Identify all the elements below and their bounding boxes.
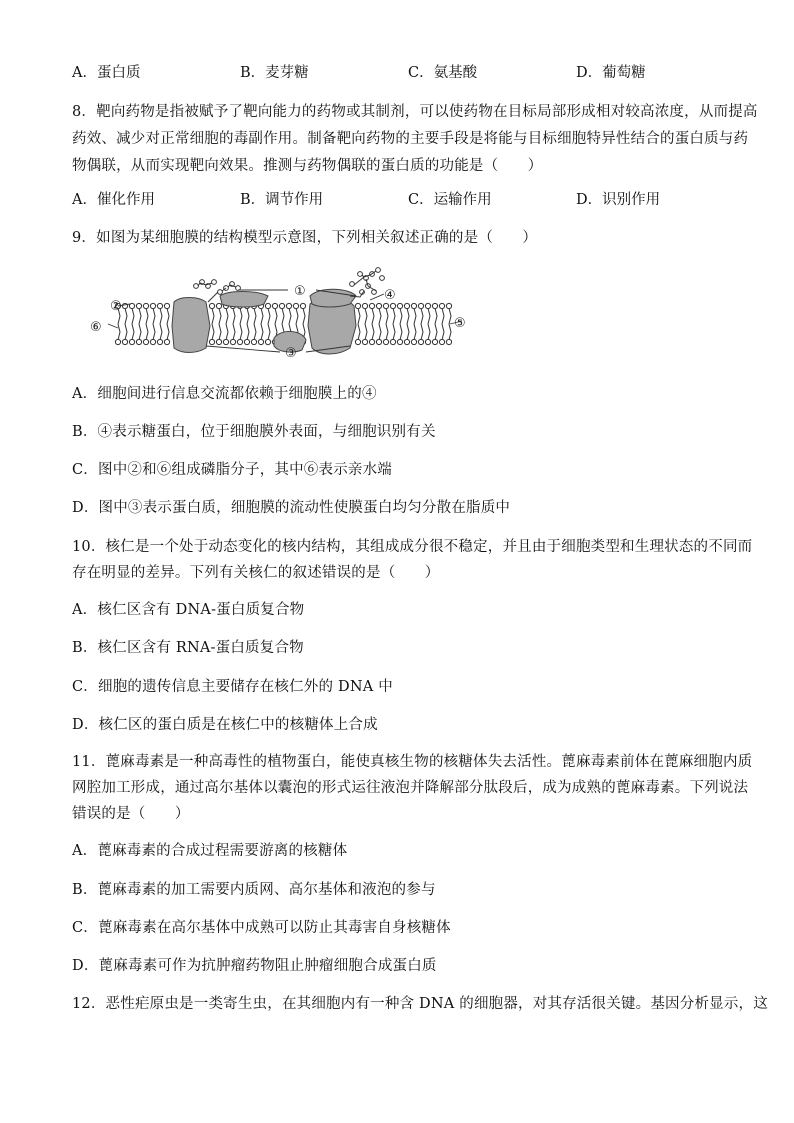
q8-option-d[interactable]: D．识别作用 xyxy=(576,192,661,208)
q8-option-b[interactable]: B．调节作用 xyxy=(240,192,324,208)
q7-option-a[interactable]: A．蛋白质 xyxy=(72,65,141,81)
q11-option-c[interactable]: C．蓖麻毒素在高尔基体中成熟可以防止其毒害自身核糖体 xyxy=(72,920,451,936)
q8-option-c[interactable]: C．运输作用 xyxy=(408,192,492,208)
figure-label-3: ③ xyxy=(285,346,297,360)
q7-options xyxy=(72,63,732,83)
figure-label-6: ⑥ xyxy=(90,320,102,335)
q10-option-d[interactable]: D．核仁区的蛋白质是在核仁中的核糖体上合成 xyxy=(72,717,378,733)
q11-option-b[interactable]: B．蓖麻毒素的加工需要内质网、高尔基体和液泡的参与 xyxy=(72,882,436,898)
q9-option-a[interactable]: A．细胞间进行信息交流都依赖于细胞膜上的④ xyxy=(72,386,377,402)
q10-option-b[interactable]: B．核仁区含有 RNA-蛋白质复合物 xyxy=(72,640,304,656)
q8-options xyxy=(72,190,732,210)
q9-stem: 9．如图为某细胞膜的结构模型示意图，下列相关叙述正确的是（ ） xyxy=(72,230,538,246)
q11-option-a[interactable]: A．蓖麻毒素的合成过程需要游离的核糖体 xyxy=(72,843,348,859)
q8-stem-line-1: 8．靶向药物是指被赋予了靶向能力的药物或其制剂，可以使药物在目标局部形成相对较高浓度，从而提高 xyxy=(72,104,758,120)
q10-option-a[interactable]: A．核仁区含有 DNA-蛋白质复合物 xyxy=(72,602,305,618)
q12-stem-line-1: 12．恶性疟原虫是一类寄生虫，在其细胞内有一种含 DNA 的细胞器，对其存活很关键。基因分析显示，这 xyxy=(72,996,768,1012)
figure-label-2: ② xyxy=(110,299,122,314)
q9-option-d[interactable]: D．图中③表示蛋白质，细胞膜的流动性使膜蛋白均匀分散在脂质中 xyxy=(72,500,511,516)
q11-stem-line-2: 网腔加工形成，通过高尔基体以囊泡的形式运往液泡并降解部分肽段后，成为成熟的蓖麻毒素。下列说法 xyxy=(72,780,749,796)
q11-stem-line-1: 11．蓖麻毒素是一种高毒性的植物蛋白，能使真核生物的核糖体失去活性。蓖麻毒素前体在蓖麻细胞内质 xyxy=(72,754,753,770)
figure-label-4: ④ xyxy=(384,288,396,303)
q7-option-d[interactable]: D．葡萄糖 xyxy=(576,65,646,81)
cell-membrane-diagram xyxy=(88,266,478,360)
q8-stem-line-2: 药效、减少对正常细胞的毒副作用。制备靶向药物的主要手段是将能与目标细胞特异性结合的蛋白质与药 xyxy=(72,131,749,147)
q9-option-c[interactable]: C．图中②和⑥组成磷脂分子，其中⑥表示亲水端 xyxy=(72,462,392,478)
figure-label-5: ⑤ xyxy=(454,316,466,331)
q11-stem-line-3: 错误的是（ ） xyxy=(72,806,190,822)
q8-option-a[interactable]: A．催化作用 xyxy=(72,192,155,208)
figure-label-1: ① xyxy=(294,284,306,299)
q9-option-b[interactable]: B．④表示糖蛋白，位于细胞膜外表面，与细胞识别有关 xyxy=(72,424,436,440)
q11-option-d[interactable]: D．蓖麻毒素可作为抗肿瘤药物阻止肿瘤细胞合成蛋白质 xyxy=(72,958,437,974)
q7-option-c[interactable]: C．氨基酸 xyxy=(408,65,478,81)
q7-option-b[interactable]: B．麦芽糖 xyxy=(240,65,309,81)
q10-stem-line-2: 存在明显的差异。下列有关核仁的叙述错误的是（ ） xyxy=(72,565,440,581)
q8-stem-line-3: 物偶联，从而实现靶向效果。推测与药物偶联的蛋白质的功能是（ ） xyxy=(72,158,543,174)
q10-stem-line-1: 10．核仁是一个处于动态变化的核内结构，其组成成分很不稳定，并且由于细胞类型和生理状态的不同而 xyxy=(72,539,753,555)
q10-option-c[interactable]: C．细胞的遗传信息主要储存在核仁外的 DNA 中 xyxy=(72,679,393,695)
cell-membrane-figure xyxy=(88,266,478,360)
